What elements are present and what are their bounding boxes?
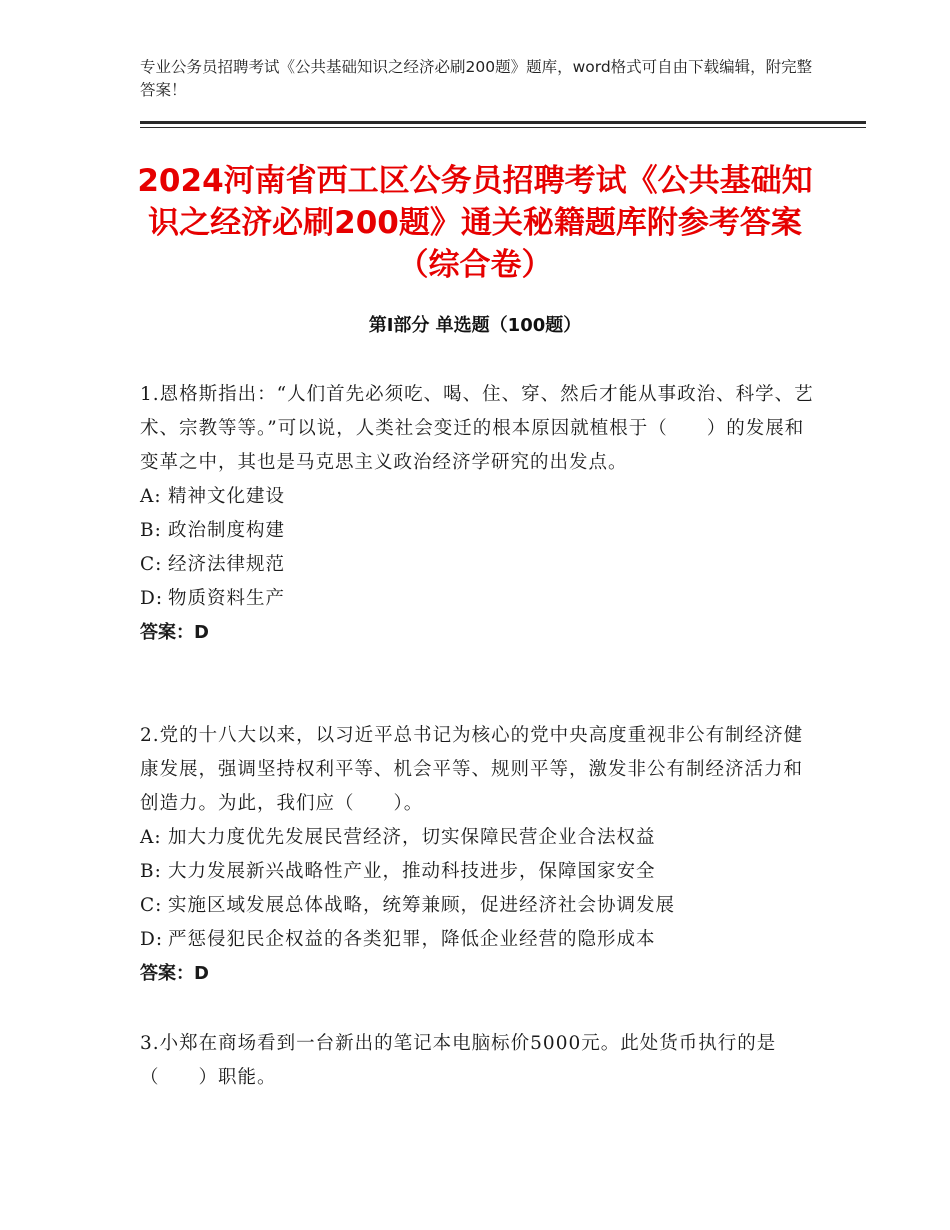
document-title: 2024河南省西工区公务员招聘考试《公共基础知识之经济必刷200题》通关秘籍题库附参考答案（综合卷） bbox=[137, 163, 813, 283]
option-text: 经济法律规范 bbox=[168, 554, 286, 575]
question-stem: 3.小郑在商场看到一台新出的笔记本电脑标价5000元。此处货币执行的是（ ）职能。 bbox=[140, 1033, 777, 1088]
question-stem: 2.党的十八大以来，以习近平总书记为核心的党中央高度重视非公有制经济健康发展，强调坚持权利平等、机会平等、规则平等，激发非公有制经济活力和创造力。为此，我们应（ ）。 bbox=[140, 725, 804, 814]
option-text: 严惩侵犯民企权益的各类犯罪，降低企业经营的隐形成本 bbox=[168, 929, 656, 950]
answer-label: 答案：D bbox=[140, 963, 209, 984]
option-letter: B: bbox=[140, 861, 162, 882]
option-a bbox=[140, 480, 820, 514]
option-c bbox=[140, 889, 820, 923]
answer-label: 答案：D bbox=[140, 622, 209, 643]
option-letter: D: bbox=[140, 929, 164, 950]
option-d bbox=[140, 582, 820, 616]
option-letter: A: bbox=[140, 486, 162, 507]
question-1 bbox=[140, 378, 820, 650]
option-letter: C: bbox=[140, 554, 163, 575]
option-text: 物质资料生产 bbox=[168, 588, 286, 609]
option-c bbox=[140, 548, 820, 582]
option-d bbox=[140, 923, 820, 957]
option-letter: B: bbox=[140, 520, 162, 541]
section-title: 第Ⅰ部分 单选题（100题） bbox=[368, 315, 582, 336]
option-b bbox=[140, 514, 820, 548]
option-text: 实施区域发展总体战略，统筹兼顾，促进经济社会协调发展 bbox=[168, 895, 676, 916]
header-divider-thin bbox=[140, 127, 866, 128]
header-note: 专业公务员招聘考试《公共基础知识之经济必刷200题》题库，word格式可自由下载编辑，附完整答案！ bbox=[140, 58, 813, 99]
option-text: 大力发展新兴战略性产业，推动科技进步，保障国家安全 bbox=[168, 861, 656, 882]
option-letter: A: bbox=[140, 827, 162, 848]
option-text: 政治制度构建 bbox=[168, 520, 286, 541]
option-letter: D: bbox=[140, 588, 164, 609]
option-b bbox=[140, 855, 820, 889]
question-3 bbox=[140, 1027, 820, 1095]
header-divider-thick bbox=[140, 121, 866, 124]
question-stem: 1.恩格斯指出：“人们首先必须吃、喝、住、穿、然后才能从事政治、科学、艺术、宗教等等。”可以说，人类社会变迁的根本原因就植根于（ ）的发展和变革之中，其也是马克思主义政治经济学研究的出发点。 bbox=[140, 384, 814, 473]
option-a bbox=[140, 821, 820, 855]
option-letter: C: bbox=[140, 895, 163, 916]
question-2 bbox=[140, 719, 820, 991]
option-text: 精神文化建设 bbox=[168, 486, 286, 507]
option-text: 加大力度优先发展民营经济，切实保障民营企业合法权益 bbox=[168, 827, 656, 848]
